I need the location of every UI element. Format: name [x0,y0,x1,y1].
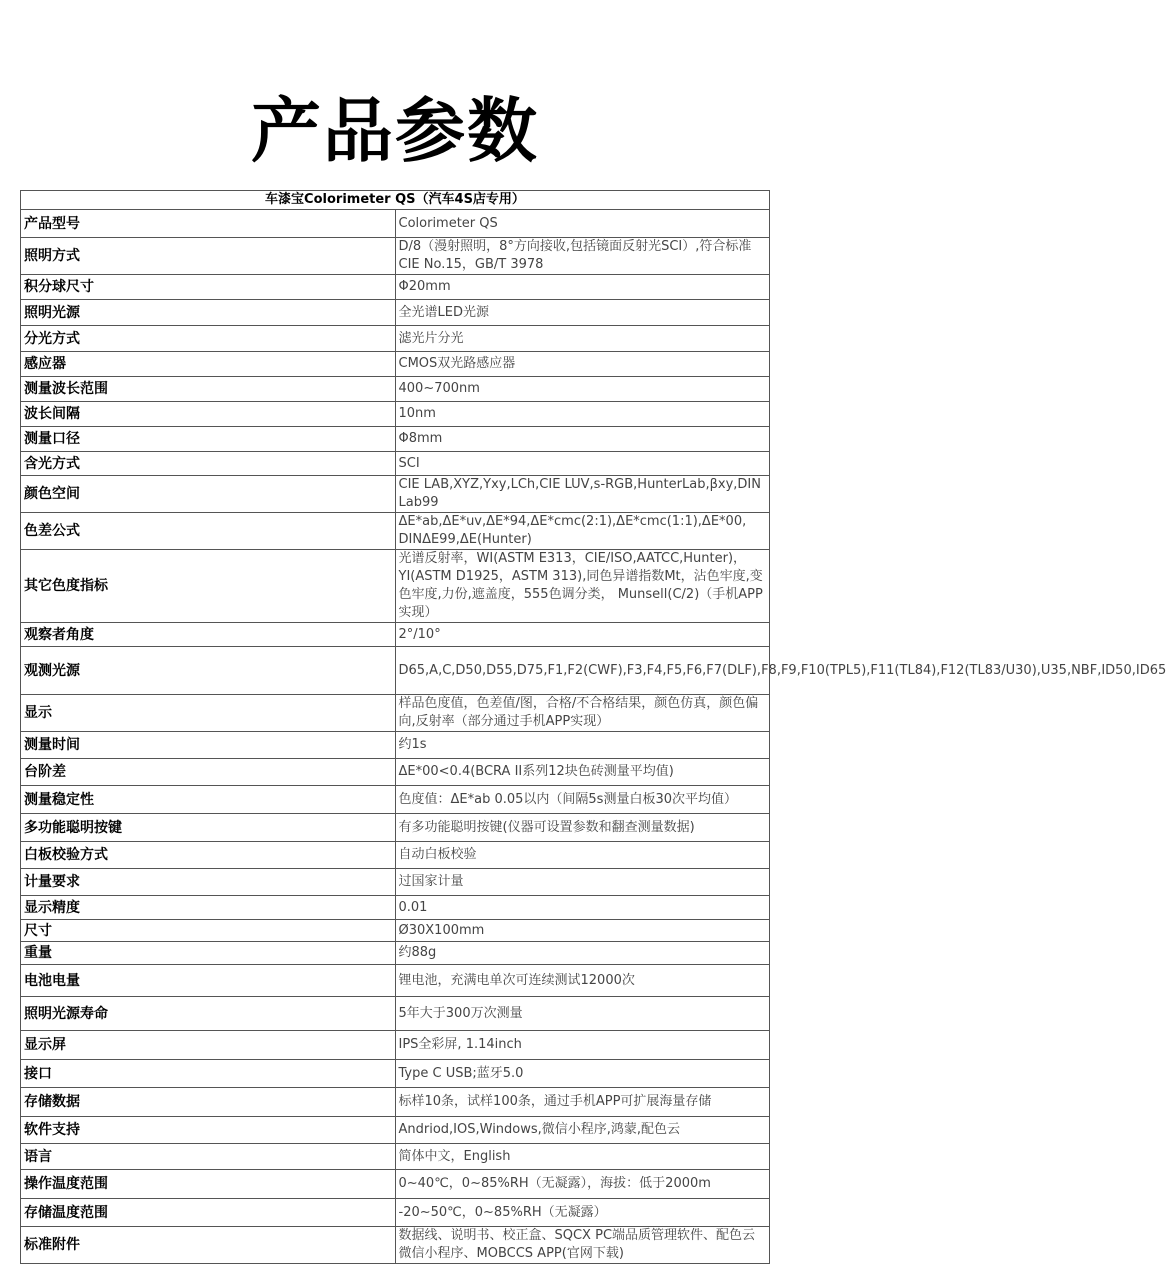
table-row [21,300,770,326]
spec-label: 观测光源 [21,647,396,695]
spec-label: 存储温度范围 [21,1199,396,1227]
table-row [21,1199,770,1227]
table-row [21,326,770,352]
spec-value: 色度值：ΔE*ab 0.05以内（间隔5s测量白板30次平均值） [395,786,770,814]
table-caption-row [21,191,770,210]
spec-label: 分光方式 [21,326,396,352]
table-row [21,1088,770,1117]
table-row [21,550,770,623]
spec-value: 400~700nm [395,377,770,402]
spec-value: 有多功能聪明按键(仪器可设置参数和翻查测量数据) [395,814,770,842]
spec-label: 感应器 [21,352,396,377]
spec-value: 2°/10° [395,623,770,647]
spec-label: 测量时间 [21,732,396,759]
table-row [21,896,770,920]
table-row [21,759,770,786]
table-row [21,476,770,513]
table-row [21,402,770,427]
table-row [21,513,770,550]
spec-value: 样品色度值，色差值/图，合格/不合格结果，颜色仿真，颜色偏向,反射率（部分通过手机APP实现） [395,695,770,732]
spec-label: 产品型号 [21,210,396,238]
spec-value: 全光谱LED光源 [395,300,770,326]
table-row [21,869,770,896]
spec-label: 显示精度 [21,896,396,920]
spec-value: 过国家计量 [395,869,770,896]
spec-value: 自动白板校验 [395,842,770,869]
spec-label: 照明光源寿命 [21,997,396,1031]
spec-value: 滤光片分光 [395,326,770,352]
spec-value: ΔE*ab,ΔE*uv,ΔE*94,ΔE*cmc(2:1),ΔE*cmc(1:1),ΔE*00, DINΔE99,ΔE(Hunter) [395,513,770,550]
spec-value: 0~40℃，0~85%RH（无凝露），海拔：低于2000m [395,1170,770,1199]
spec-label: 标准附件 [21,1227,396,1264]
spec-value: 约88g [395,942,770,965]
spec-label: 多功能聪明按键 [21,814,396,842]
spec-label: 软件支持 [21,1117,396,1144]
table-row [21,623,770,647]
spec-value: 数据线、说明书、校正盒、SQCX PC端品质管理软件、配色云微信小程序、MOBCCS APP(官网下载) [395,1227,770,1264]
table-row [21,942,770,965]
spec-label: 接口 [21,1060,396,1088]
spec-label: 语言 [21,1144,396,1170]
table-row [21,997,770,1031]
spec-value: ΔE*00<0.4(BCRA II系列12块色砖测量平均值) [395,759,770,786]
table-row [21,377,770,402]
spec-value: 标样10条，试样100条，通过手机APP可扩展海量存储 [395,1088,770,1117]
page-title: 产品参数 [251,90,539,172]
spec-label: 显示 [21,695,396,732]
table-caption: 车漆宝Colorimeter QS（汽车4S店专用） [21,191,770,210]
spec-label: 测量稳定性 [21,786,396,814]
spec-value: 0.01 [395,896,770,920]
table-row [21,238,770,275]
spec-value: 光谱反射率，WI(ASTM E313，CIE/ISO,AATCC,Hunter)，YI(ASTM D1925，ASTM 313),同色异谱指数Mt，沾色牢度,变色牢度,力份,遮盖度，555色调分类， Munsell(C/2)（手机APP实现） [395,550,770,623]
spec-value: 简体中文，English [395,1144,770,1170]
table-row [21,1117,770,1144]
spec-label: 计量要求 [21,869,396,896]
table-row [21,647,770,695]
spec-label: 台阶差 [21,759,396,786]
spec-value: D65,A,C,D50,D55,D75,F1,F2(CWF),F3,F4,F5,F6,F7(DLF),F8,F9,F10(TPL5),F11(TL84),F12(TL83/U30),U35,NBF,ID50,ID65 [395,647,770,695]
spec-value: D/8（漫射照明，8°方向接收,包括镜面反射光SCI）,符合标准CIE No.15，GB/T 3978 [395,238,770,275]
spec-label: 存储数据 [21,1088,396,1117]
spec-value: 约1s [395,732,770,759]
spec-value: Colorimeter QS [395,210,770,238]
spec-label: 含光方式 [21,452,396,476]
spec-label: 重量 [21,942,396,965]
table-row [21,427,770,452]
spec-value: Ø30X100mm [395,920,770,942]
spec-value: Φ20mm [395,275,770,300]
spec-value: Andriod,IOS,Windows,微信小程序,鸿蒙,配色云 [395,1117,770,1144]
spec-label: 照明方式 [21,238,396,275]
spec-label: 测量波长范围 [21,377,396,402]
table-row [21,732,770,759]
table-row [21,842,770,869]
spec-label: 照明光源 [21,300,396,326]
table-row [21,965,770,997]
table-row [21,452,770,476]
spec-label: 尺寸 [21,920,396,942]
table-row [21,275,770,300]
spec-value: 锂电池，充满电单次可连续测试12000次 [395,965,770,997]
spec-value: CIE LAB,XYZ,Yxy,LCh,CIE LUV,s-RGB,HunterLab,βxy,DIN Lab99 [395,476,770,513]
spec-value: -20~50℃，0~85%RH（无凝露） [395,1199,770,1227]
spec-label: 积分球尺寸 [21,275,396,300]
spec-label: 颜色空间 [21,476,396,513]
table-row [21,920,770,942]
table-row [21,695,770,732]
spec-value: SCI [395,452,770,476]
table-row [21,1227,770,1264]
spec-label: 色差公式 [21,513,396,550]
table-row [21,786,770,814]
table-row [21,352,770,377]
spec-value: 5年大于300万次测量 [395,997,770,1031]
table-row [21,210,770,238]
spec-label: 波长间隔 [21,402,396,427]
spec-table [20,190,1166,1264]
spec-value: 10nm [395,402,770,427]
spec-label: 电池电量 [21,965,396,997]
spec-label: 其它色度指标 [21,550,396,623]
spec-value: Φ8mm [395,427,770,452]
spec-value: CMOS双光路感应器 [395,352,770,377]
spec-label: 白板校验方式 [21,842,396,869]
table-row [21,814,770,842]
table-row [21,1144,770,1170]
spec-label: 显示屏 [21,1031,396,1060]
table-row [21,1031,770,1060]
spec-label: 操作温度范围 [21,1170,396,1199]
spec-label: 测量口径 [21,427,396,452]
table-row [21,1170,770,1199]
spec-label: 观察者角度 [21,623,396,647]
table-row [21,1060,770,1088]
spec-value: IPS全彩屏, 1.14inch [395,1031,770,1060]
spec-value: Type C USB;蓝牙5.0 [395,1060,770,1088]
